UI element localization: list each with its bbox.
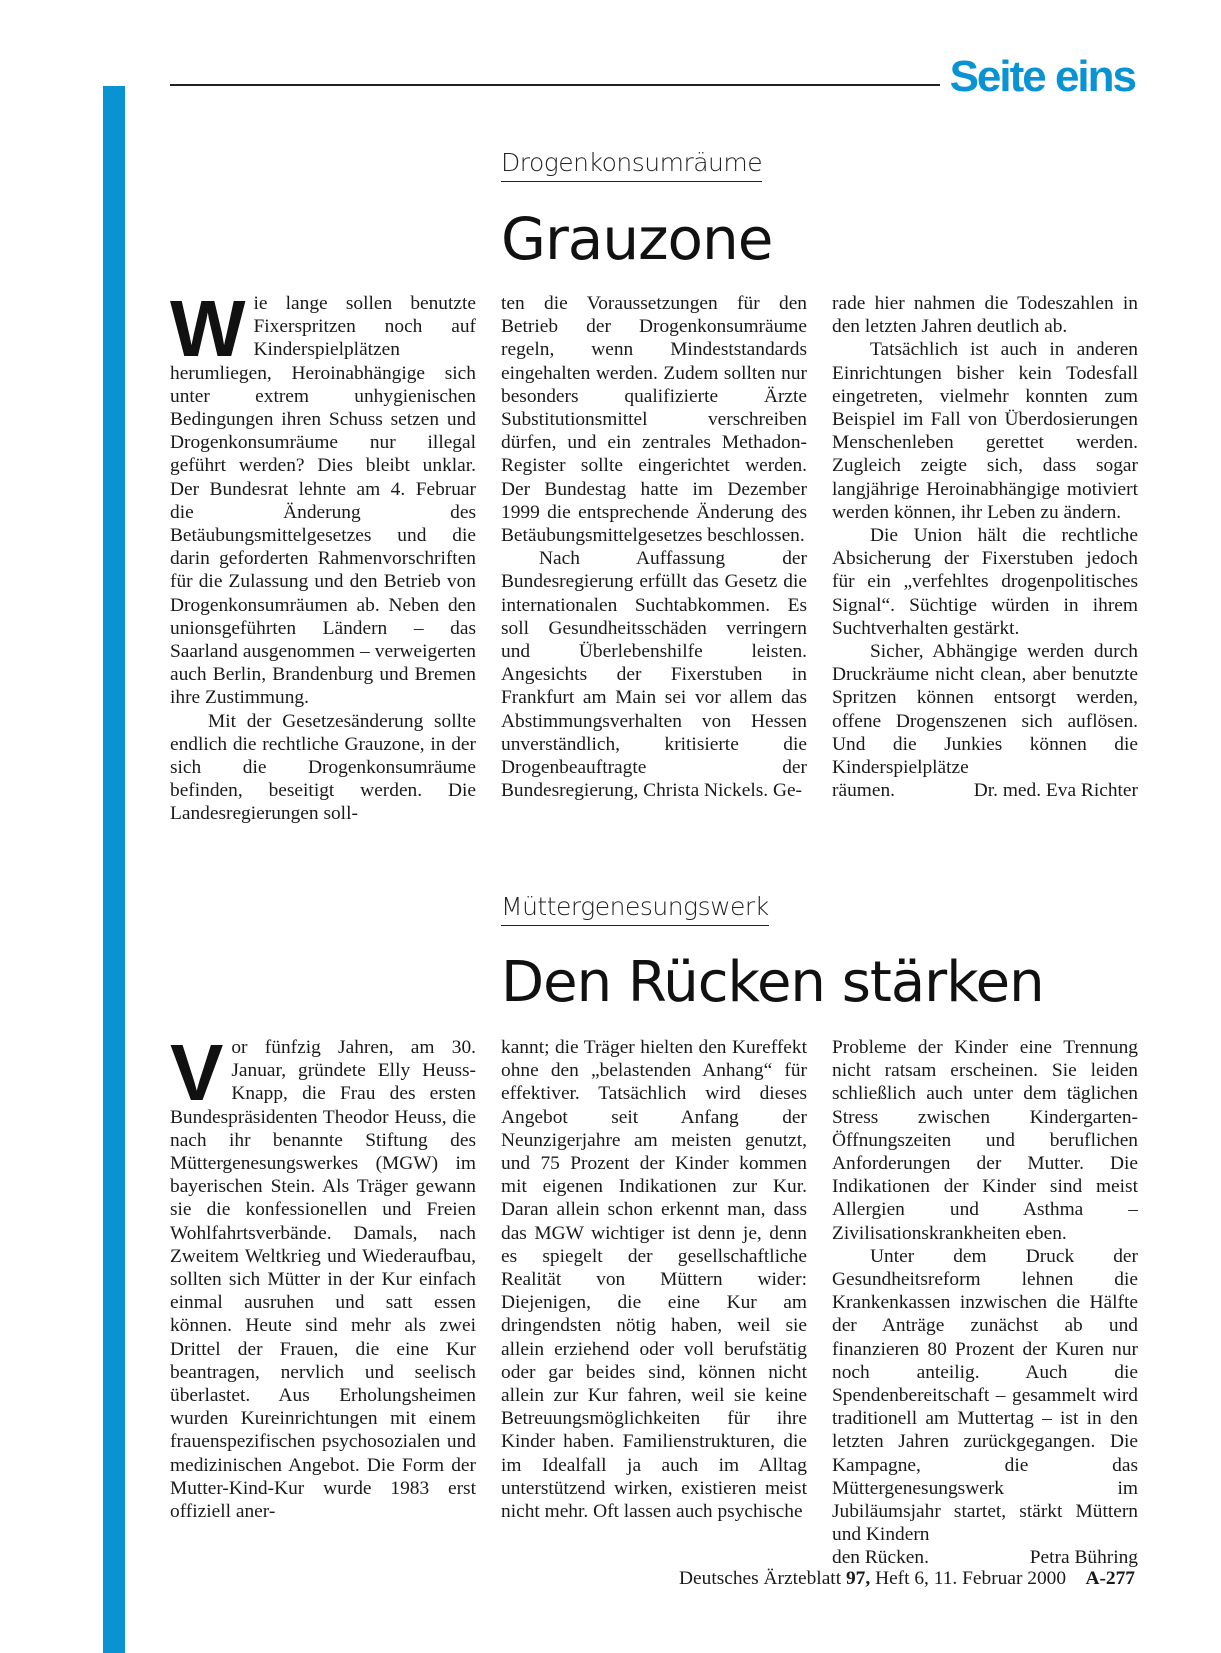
paragraph: ten die Voraussetzungen für den Betrieb der Drogenkonsumräume regeln, wenn Mindeststandards eingehalten werden. Zudem sollten nur besonders qualifizierte Ärzte Substitutionsmittel verschreiben dürfen, und ein zentrales Methadon-Register sollte eingerichtet werden. Der Bundestag hatte im Dezember 1999 die entsprechende Änderung des Betäubungsmittelgesetzes beschlossen.: [501, 293, 807, 547]
section-label: Seite eins: [949, 52, 1135, 101]
signature-line: [832, 1546, 1138, 1569]
header-rule: [170, 84, 940, 86]
paragraph: rade hier nahmen die Todeszahlen in den letzten Jahren deutlich ab.: [832, 293, 1138, 338]
article2-column-3: [832, 1036, 1138, 1570]
paragraph: Unter dem Druck der Gesundheitsreform lehnen die Krankenkassen inzwischen die Hälfte der Anträge zunächst ab und finanzieren 80 Prozent der Kuren nur noch anteilig. Auch die Spendenbereitschaft – gesammelt wird traditionell am Muttertag – ist in den letzten Jahren zurückgegangen. Die Kampagne, die das Müttergenesungswerk im Jubiläumsjahr startet, stärkt Müttern und Kindern: [832, 1245, 1138, 1546]
article1-column-1: [170, 284, 476, 826]
paragraph-end: den Rücken.: [832, 1547, 929, 1569]
article2-column-1: [170, 1028, 476, 1523]
paragraph: Die Union hält die rechtliche Absicherung der Fixerstuben jedoch für ein „verfehltes drogenpolitisches Signal“. Süchtige würden in ihrem Suchtverhalten gestärkt.: [832, 525, 1138, 639]
article1-column-3: [832, 292, 1138, 802]
paragraph: Mit der Gesetzesänderung sollte endlich die rechtliche Grauzone, in der sich die Drogenkonsumräume befinden, beseitigt werden. Die Landesregierungen soll-: [170, 710, 476, 825]
paragraph: or fünfzig Jahren, am 30. Januar, gründete Elly Heuss-Knapp, die Frau des ersten Bundespräsidenten Theodor Heuss, die nach ihr benannte Stiftung des Müttergenesungswerkes (MGW) im bayerischen Stein. Als Träger gewann sie die konfessionellen und Freien Wohlfahrtsverbände. Damals, nach Zweitem Weltkrieg und Wiederaufbau, sollten sich Mütter in der Kur einfach einmal ausruhen und satt essen können. Heute sind mehr als zwei Drittel der Frauen, die eine Kur beantragen, nervlich und seelisch überlastet. Aus Erholungsheimen wurden Kureinrichtungen mit einem frauenspezifischen psychosozialen und medizinischen Angebot. Die Form der Mutter-Kind-Kur wurde 1983 erst offiziell aner-: [170, 1037, 476, 1523]
article1-kicker: Drogenkonsumräume: [501, 148, 762, 182]
article2-column-2: [501, 1036, 807, 1523]
author-name: Dr. med. Eva Richter: [973, 780, 1138, 802]
paragraph-end: räumen.: [832, 780, 895, 802]
signature-line: [832, 779, 1138, 802]
volume-number: 97,: [845, 1568, 871, 1589]
paragraph: Sicher, Abhängige werden durch Druckräume nicht clean, aber benutzte Spritzen können entsorgt werden, offene Drogenszenen sich auflösen. Und die Junkies können die Kinderspielplätze: [832, 641, 1138, 779]
journal-name: Deutsches Ärzteblatt: [679, 1568, 842, 1589]
author-name: Petra Bühring: [1029, 1547, 1138, 1569]
paragraph: Probleme der Kinder eine Trennung nicht ratsam erscheinen. Sie leiden schließlich auch unter dem täglichen Stress zwischen Kindergarten-Öffnungszeiten und beruflichen Anforderungen der Mutter. Die Indikationen der Kinder sind meist Allergien und Asthma – Zivilisationskrankheiten eben.: [832, 1037, 1138, 1244]
article1-dropcap: W: [170, 284, 246, 373]
blue-margin-bar: [103, 86, 125, 1653]
paragraph: kannt; die Träger hielten den Kureffekt ohne den „belastenden Anhang“ für effektiver. Tatsächlich wird dieses Angebot seit Anfang der Neunzigerjahre am meisten genutzt, und 75 Prozent der Kinder kommen mit eigenen Indikationen zur Kur. Daran allein schon erkennt man, dass das MGW wichtiger ist denn je, denn es spiegelt der gesellschaftliche Realität von Müttern wider: Diejenigen, die eine Kur am dringendsten nötig haben, weil sie allein erziehend oder voll berufstätig oder gar beides sind, können nicht allein zur Kur fahren, weil sie keine Betreuungsmöglichkeiten für ihre Kinder haben. Familienstrukturen, die im Idealfall ja auch im Alltag unterstützend wirken, existieren meist nicht mehr. Oft lassen auch psychische: [501, 1037, 807, 1523]
article1-title: Grauzone: [501, 205, 773, 273]
article2-kicker: Müttergenesungswerk: [501, 892, 769, 926]
article1-column-2: [501, 292, 807, 802]
article2-title: Den Rücken stärken: [501, 950, 1044, 1015]
page-number: A-277: [1085, 1568, 1135, 1589]
page-footer: [679, 1568, 1135, 1590]
paragraph: Tatsächlich ist auch in anderen Einrichtungen bisher kein Todesfall eingetreten, vielmehr konnten zum Beispiel im Fall von Überdosierungen Menschenleben gerettet werden. Zugleich zeigte sich, dass sogar langjährige Heroinabhängige motiviert werden können, ihr Leben zu ändern.: [832, 339, 1138, 523]
article2-dropcap: V: [170, 1028, 224, 1117]
paragraph: Nach Auffassung der Bundesregierung erfüllt das Gesetz die internationalen Suchtabkommen. Es soll Gesundheitsschäden verringern und Überlebenshilfe leisten. Angesichts der Fixerstuben in Frankfurt am Main sei vor allem das Abstimmungsverhalten von Hessen unverständlich, kritisierte die Drogenbeauftragte der Bundesregierung, Christa Nickels. Ge-: [501, 548, 807, 802]
paragraph: ie lange sollen benutzte Fixerspritzen noch auf Kinderspielplätzen herumliegen, Heroinabhängige sich unter extrem unhygienischen Bedingungen ihren Schuss setzen und Drogenkonsumräume nur illegal geführt werden? Dies bleibt unklar. Der Bundesrat lehnte am 4. Februar die Änderung des Betäubungsmittelgesetzes und die darin geforderten Rahmenvorschriften für die Zulassung und den Betrieb von Drogenkonsumräumen ab. Neben den unionsgeführten Ländern – das Saarland ausgenommen – verweigerten auch Berlin, Brandenburg und Bremen ihre Zustimmung.: [170, 293, 476, 709]
issue-info: Heft 6, 11. Februar 2000: [875, 1568, 1067, 1589]
